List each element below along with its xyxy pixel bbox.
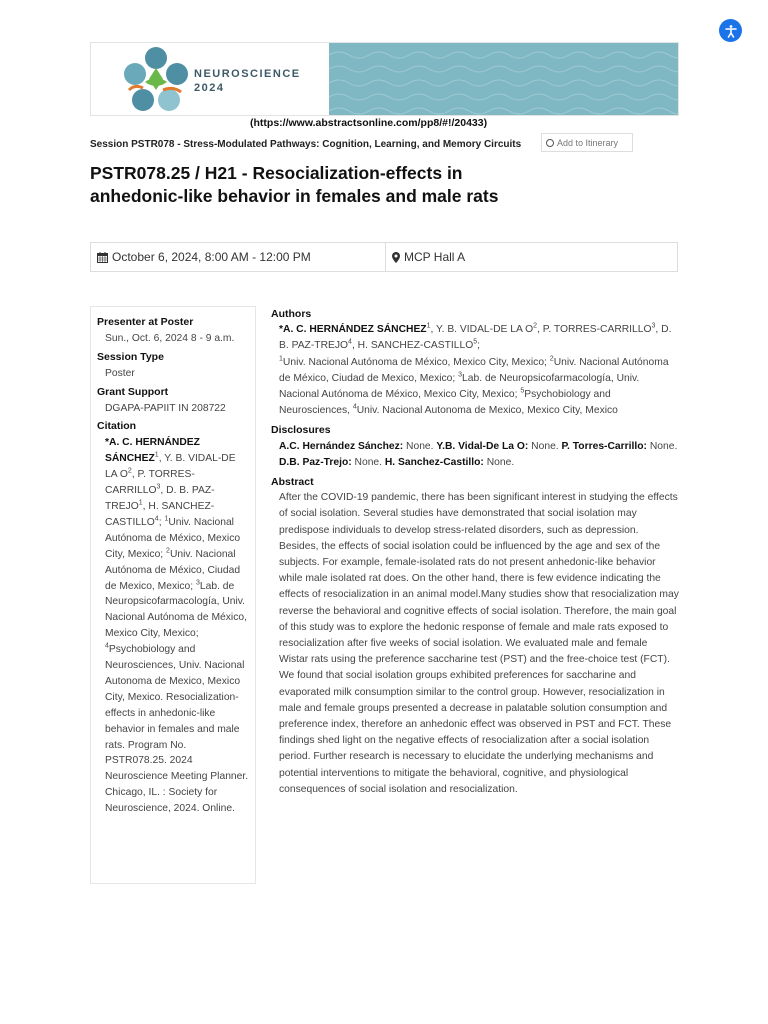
superscript: 3	[156, 483, 161, 491]
location-cell	[385, 243, 465, 271]
presenter-value: Sun., Oct. 6, 2024 8 - 9 a.m.	[105, 332, 235, 344]
date-cell	[97, 250, 311, 264]
session-title: Session PSTR078 - Stress-Modulated Pathways: Cognition, Learning, and Memory Circuits	[90, 139, 522, 150]
citation-heading: Citation	[97, 420, 137, 433]
superscript: 3	[458, 371, 463, 379]
event-location: MCP Hall A	[404, 250, 466, 264]
disclosure-name: H. Sanchez-Castillo:	[384, 456, 484, 468]
superscript: 3	[196, 579, 200, 587]
accessibility-button[interactable]	[719, 19, 742, 42]
itinerary-label: Add to Itinerary	[557, 137, 619, 148]
superscript: 4	[348, 338, 352, 346]
grant-value: DGAPA-PAPIIT IN 208722	[105, 402, 226, 414]
authors-heading: Authors	[271, 308, 312, 320]
superscript: 2	[549, 355, 554, 363]
citation-authors: , Y. B. VIDAL-DE LA $O^2$, P. TORRES-CARRILLO$^3$, D. B. PAZ-TREJO$^1$, H. SANCHEZ-CASTILLO$^4$;	[105, 453, 236, 528]
citation-lead-author: *A. C. HERNÁNDEZ SÁNCHEZ	[105, 437, 200, 465]
superscript: 4	[154, 515, 159, 523]
superscript: 5	[520, 387, 525, 395]
logo-title: NEUROSCIENCE	[194, 68, 301, 80]
superscript: 4	[352, 403, 357, 411]
session-type-value: Poster	[105, 367, 135, 379]
disclosures-heading: Disclosures	[271, 424, 331, 437]
neuroscience-logo-icon	[123, 46, 189, 114]
superscript: 1	[279, 355, 283, 363]
superscript: 4	[105, 642, 109, 650]
abstract-url-link[interactable]: (https://www.abstractsonline.com/pp8/#!/20433)	[250, 117, 488, 129]
logo-year: 2024	[194, 82, 225, 94]
superscript: 2	[127, 467, 132, 475]
presenter-heading: Presenter at Poster	[97, 316, 194, 328]
accessibility-icon	[724, 24, 738, 38]
authors-list: *A. C. HERNÁNDEZ SÁNCHEZ$^1$, Y. B. VIDAL-DE LA $O^2$, P. TORRES-CARRILLO$^3$, D. B. PAZ-TREJO$^4$, H. SANCHEZ-CASTILLO$^5$;	[279, 322, 672, 352]
superscript: 3	[651, 322, 656, 330]
banner-wave-pattern	[329, 43, 679, 116]
circle-icon	[546, 139, 554, 147]
superscript: 1	[164, 515, 169, 523]
affiliations: $^1$Univ. Nacional Autónoma de México, Mexico City, Mexico; $^2$Univ. Nacional Autónoma de México, Ciudad de Mexico, Mexico; $^3$Lab. de Neuropsicofarmacología, Univ. Nacional Autónoma de México, Mexico City, Mexico; $^5$Psychobiology and Neurosciences, $^4$Univ. Nacional Autonoma de Mexico, Mexico City, Mexico	[279, 355, 669, 417]
calendar-icon	[97, 252, 108, 263]
superscript: 2	[533, 322, 538, 330]
citation-affiliations: $^1$Univ. Nacional Autónoma de México, Mexico City, Mexico; $^2$Univ. Nacional Autónoma de México, Ciudad de Mexico, Mexico; $^3$Lab. de Neuropsicofarmacología, Univ. Nacional Autónoma de México, Mexico City, Mexico; $^4$Psychobiology and Neurosciences, Univ. Nacional Autonoma de Mexico, Mexico City, Mexico.	[105, 515, 247, 703]
disclosure-name: Y.B. Vidal-De La O:	[436, 440, 529, 452]
disclosure-name: A.C. Hernández Sánchez:	[279, 440, 404, 452]
details-sidebar	[90, 306, 256, 884]
superscript: 2	[166, 547, 170, 555]
grant-heading: Grant Support	[97, 385, 169, 398]
disclosure-name: D.B. Paz-Trejo:	[279, 456, 352, 468]
citation-text: *A. C. HERNÁNDEZ SÁNCHEZ$^1$, Y. B. VIDAL-DE LA $O^2$, P. TORRES-CARRILLO$^3$, D. B. PAZ-TREJO$^1$, H. SANCHEZ-CASTILLO$^4$; $^1$Univ. Nacional Autónoma de México, Mexico City, Mexico; $^2$Univ. Nacional Autónoma de México, Ciudad de Mexico, Mexico; $^3$Lab. de Neuropsicofarmacología, Univ. Nacional Autónoma de México, Mexico City, Mexico; $^4$Psychobiology and Neurosciences, Univ. Nacional Autonoma de Mexico, Mexico City, Mexico. Resocialization-effects in anhedonic-like behavior in females and male rats. Program No. PSTR078.25. 2024 Neuroscience Meeting Planner. Chicago, IL. : Society for Neuroscience, 2024. Online.	[105, 437, 249, 815]
co-authors: , Y. B. VIDAL-DE LA $O^2$, P. TORRES-CARRILLO$^3$, D. B. PAZ-TREJO$^4$, H. SANCHEZ-CASTILLO$^5$;	[279, 322, 672, 352]
conference-banner	[90, 42, 679, 116]
add-to-itinerary-button[interactable]	[541, 133, 633, 152]
disclosures-list: A.C. Hernández Sánchez: None. Y.B. Vidal-De La O: None. P. Torres-Carrillo: None. D.B. Paz-Trejo: None. H. Sanchez-Castillo: None.	[279, 440, 678, 468]
date-location-bar	[90, 242, 678, 272]
abstract-heading: Abstract	[271, 476, 314, 489]
abstract-main	[271, 306, 679, 798]
event-date: October 6, 2024, 8:00 AM - 12:00 PM	[112, 250, 311, 264]
superscript: 1	[138, 499, 143, 507]
session-type-heading: Session Type	[97, 350, 164, 363]
abstract-text: After the COVID-19 pandemic, there has been significant interest in studying the effects of social isolation. Several studies have demonstrated that social isolation may predispose individuals to develop stress-related disorders, such as depression. Besides, the effects of social isolation could be influenced by the age and sex of the subjects. For example, female-isolated rats do not present anhedonic-like behavior while male isolated rat does. On the other hand, there is few evidence indicating the effects of resocialization in an animal model.Many studies show that resocialization may reverse the behavioral and cognitive effects of social isolation. Therefore, the main goal of this study was to explore the hedonic response of female and male rats exposed to resocialization after five weeks of social isolation. We evaluated male and female Wistar rats using the preference saccharine test (PST) and the free-choice test (FCT). We found that social isolation groups exhibited preferences for saccharine and evaporated milk consumption similar to the control group. However, resocialization in male and female groups presented a decrease in palatable solution consumption and preference index, therefore an anhedonic effect was observed in PST and FCT. These findings shed light on the negative effects of resocialization after a social isolation period. Further research is necessary to elucidate the underlying mechanisms and potential interventions to mitigate the behavioral, cognitive, and physiological consequences of social isolation and resocialization.	[279, 492, 679, 795]
page-title: PSTR078.25 / H21 - Resocialization-effects in anhedonic-like behavior in females and male rats	[90, 163, 499, 206]
superscript: 5	[473, 338, 478, 346]
lead-author: *A. C. HERNÁNDEZ SÁNCHEZ	[279, 324, 427, 336]
citation-tail: Resocialization-effects in anhedonic-like behavior in females and male rats. Program No. PSTR078.25. 2024 Neuroscience Meeting Planner. Chicago, IL. : Society for Neuroscience, 2024. Online.	[105, 691, 249, 815]
disclosure-name: P. Torres-Carrillo:	[561, 440, 647, 452]
map-pin-icon	[392, 252, 400, 263]
